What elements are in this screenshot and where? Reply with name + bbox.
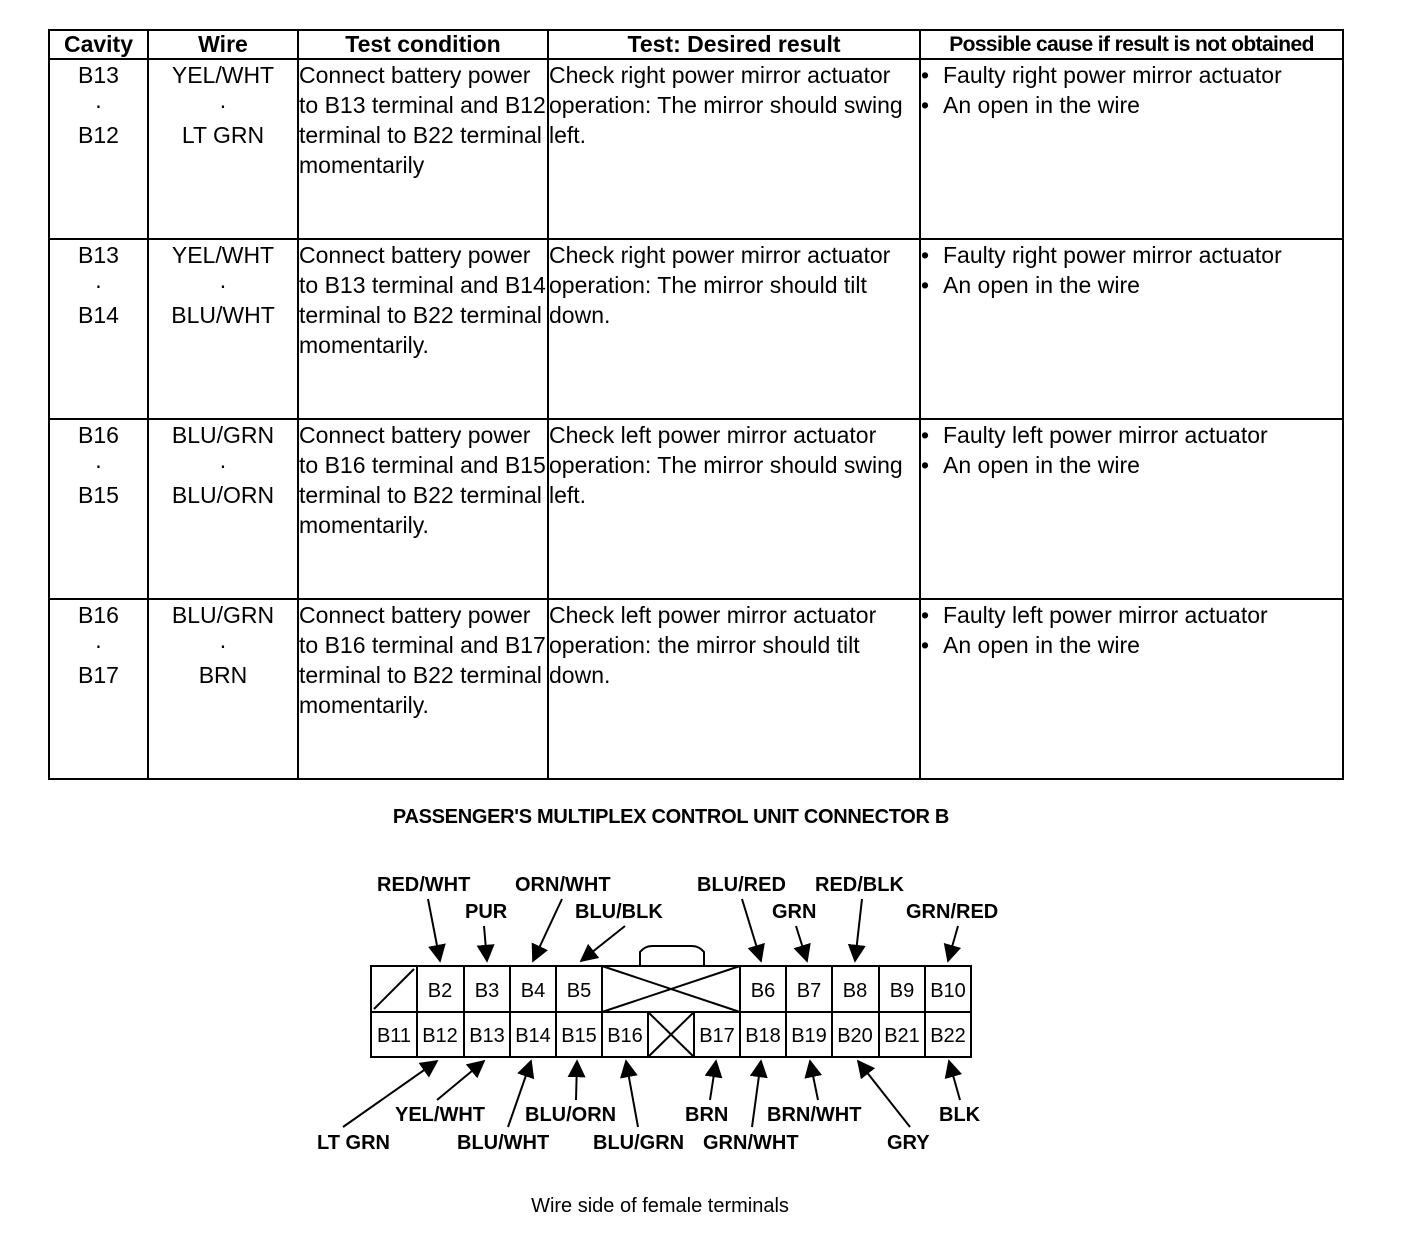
arrow-pur	[484, 926, 487, 961]
connector-latch	[640, 946, 704, 966]
condition-cell: Connect battery power to B16 terminal and B15 terminal to B22 terminal momentarily.	[298, 419, 548, 599]
cavity-top: B13	[78, 242, 119, 268]
pin-b2: B2	[427, 980, 453, 1002]
pin-b5: B5	[566, 980, 592, 1002]
wire-label-blk: BLK	[939, 1104, 981, 1126]
pin-b21: B21	[884, 1025, 920, 1047]
wire-bottom: BRN	[198, 662, 248, 688]
cause-item: • An open in the wire	[921, 630, 1342, 660]
wire-label-grn-wht: GRN/WHT	[703, 1132, 799, 1154]
connector-title: PASSENGER'S MULTIPLEX CONTROL UNIT CONNECTOR B	[392, 806, 950, 828]
cavity-top: B13	[78, 62, 119, 88]
result-cell: Check right power mirror actuator operation: The mirror should swing left.	[548, 59, 920, 239]
top-leader-arrows	[428, 899, 958, 961]
pin-b22: B22	[930, 1025, 966, 1047]
pin-b4: B4	[520, 980, 546, 1002]
wire-top: YEL/WHT	[171, 242, 275, 268]
blank-cavity-b1	[374, 969, 414, 1009]
pin-b7: B7	[796, 980, 822, 1002]
pin-b9: B9	[889, 980, 915, 1002]
arrow-orn-wht	[533, 899, 562, 961]
pin-b17: B17	[699, 1025, 735, 1047]
arrow-grn-wht	[752, 1061, 761, 1127]
cavity-bottom: B12	[78, 122, 119, 148]
header-result: Test: Desired result	[548, 30, 920, 59]
pin-b8: B8	[842, 980, 868, 1002]
wire-separator: ·	[219, 452, 227, 478]
cavity-top: B16	[78, 422, 119, 448]
cavity-separator: ·	[94, 632, 103, 658]
pin-b20: B20	[837, 1025, 873, 1047]
wire-label-red-wht: RED/WHT	[377, 874, 471, 896]
cause-item: • An open in the wire	[921, 270, 1342, 300]
cause-item: • Faulty left power mirror actuator	[921, 600, 1342, 630]
pin-b10: B10	[930, 980, 966, 1002]
result-cell: Check right power mirror actuator operation: The mirror should tilt down.	[548, 239, 920, 419]
pin-b3: B3	[474, 980, 500, 1002]
wire-label-blu-blk: BLU/BLK	[575, 901, 663, 923]
pin-b14: B14	[515, 1025, 551, 1047]
pin-b15: B15	[561, 1025, 597, 1047]
cavity-bottom: B14	[78, 302, 119, 328]
cause-item: • An open in the wire	[921, 90, 1342, 120]
cavity-top: B16	[78, 602, 119, 628]
pin-b16: B16	[607, 1025, 643, 1047]
wire-label-blu-orn: BLU/ORN	[525, 1104, 617, 1126]
wire-bottom: BLU/WHT	[171, 302, 275, 328]
wire-top: YEL/WHT	[171, 62, 275, 88]
result-cell: Check left power mirror actuator operation: The mirror should swing left.	[548, 419, 920, 599]
cause-item: • Faulty left power mirror actuator	[921, 420, 1342, 450]
arrow-red-blk	[855, 899, 862, 961]
wire-label-grn-red: GRN/RED	[906, 901, 999, 923]
wire-label-blu-red: BLU/RED	[697, 874, 786, 896]
wire-top: BLU/GRN	[171, 602, 275, 628]
header-wire: Wire	[148, 30, 298, 59]
wire-separator: ·	[219, 632, 227, 658]
condition-cell: Connect battery power to B16 terminal and B17 terminal to B22 terminal momentarily.	[298, 599, 548, 779]
arrow-red-wht	[428, 899, 440, 961]
cavity-separator: ·	[94, 272, 103, 298]
wire-label-lt-grn: LT GRN	[317, 1132, 390, 1154]
pin-b11: B11	[376, 1025, 412, 1047]
wire-separator: ·	[219, 92, 227, 118]
pin-b19: B19	[791, 1025, 827, 1047]
wire-label-brn: BRN	[685, 1104, 729, 1126]
cause-item: • Faulty right power mirror actuator	[921, 60, 1342, 90]
condition-cell: Connect battery power to B13 terminal and B12 terminal to B22 terminal momentarily	[298, 59, 548, 239]
arrow-brn	[710, 1061, 716, 1100]
cavity-separator: ·	[94, 92, 103, 118]
cavity-separator: ·	[94, 452, 103, 478]
arrow-blu-blk	[581, 926, 625, 961]
wire-separator: ·	[219, 272, 227, 298]
wire-label-brn-wht: BRN/WHT	[767, 1104, 862, 1126]
wire-label-red-blk: RED/BLK	[815, 874, 904, 896]
cavity-bottom: B17	[78, 662, 119, 688]
condition-cell: Connect battery power to B13 terminal and B14 terminal to B22 terminal momentarily.	[298, 239, 548, 419]
arrow-blk	[949, 1061, 960, 1100]
pin-b18: B18	[745, 1025, 781, 1047]
wire-label-grn: GRN	[772, 901, 817, 923]
cavity-bottom: B15	[78, 482, 119, 508]
cause-item: • An open in the wire	[921, 450, 1342, 480]
pin-b6: B6	[750, 980, 776, 1002]
arrow-blu-grn	[626, 1061, 638, 1127]
pin-b12: B12	[422, 1025, 458, 1047]
wire-label-yel-wht: YEL/WHT	[395, 1104, 485, 1126]
connector-body	[371, 966, 971, 1057]
wire-label-gry: GRY	[887, 1132, 930, 1154]
wire-bottom: BLU/ORN	[171, 482, 275, 508]
diagram-caption: Wire side of female terminals	[531, 1195, 789, 1217]
header-cavity: Cavity	[49, 30, 148, 59]
header-condition: Test condition	[298, 30, 548, 59]
arrow-brn-wht	[810, 1061, 818, 1100]
wire-label-blu-grn: BLU/GRN	[593, 1132, 685, 1154]
cause-item: • Faulty right power mirror actuator	[921, 240, 1342, 270]
arrow-blu-red	[742, 899, 761, 961]
wire-bottom: LT GRN	[181, 122, 265, 148]
pin-b13: B13	[469, 1025, 505, 1047]
result-cell: Check left power mirror actuator operation: the mirror should tilt down.	[548, 599, 920, 779]
wire-label-blu-wht: BLU/WHT	[457, 1132, 550, 1154]
wire-label-pur: PUR	[465, 901, 508, 923]
wire-top: BLU/GRN	[171, 422, 275, 448]
arrow-grn-red	[948, 926, 958, 961]
wire-label-orn-wht: ORN/WHT	[515, 874, 611, 896]
arrow-blu-orn	[576, 1061, 577, 1100]
arrow-gry	[858, 1061, 910, 1127]
header-cause: Possible cause if result is not obtained	[920, 30, 1343, 59]
arrow-grn	[796, 926, 807, 961]
arrow-yel-wht	[437, 1061, 484, 1100]
